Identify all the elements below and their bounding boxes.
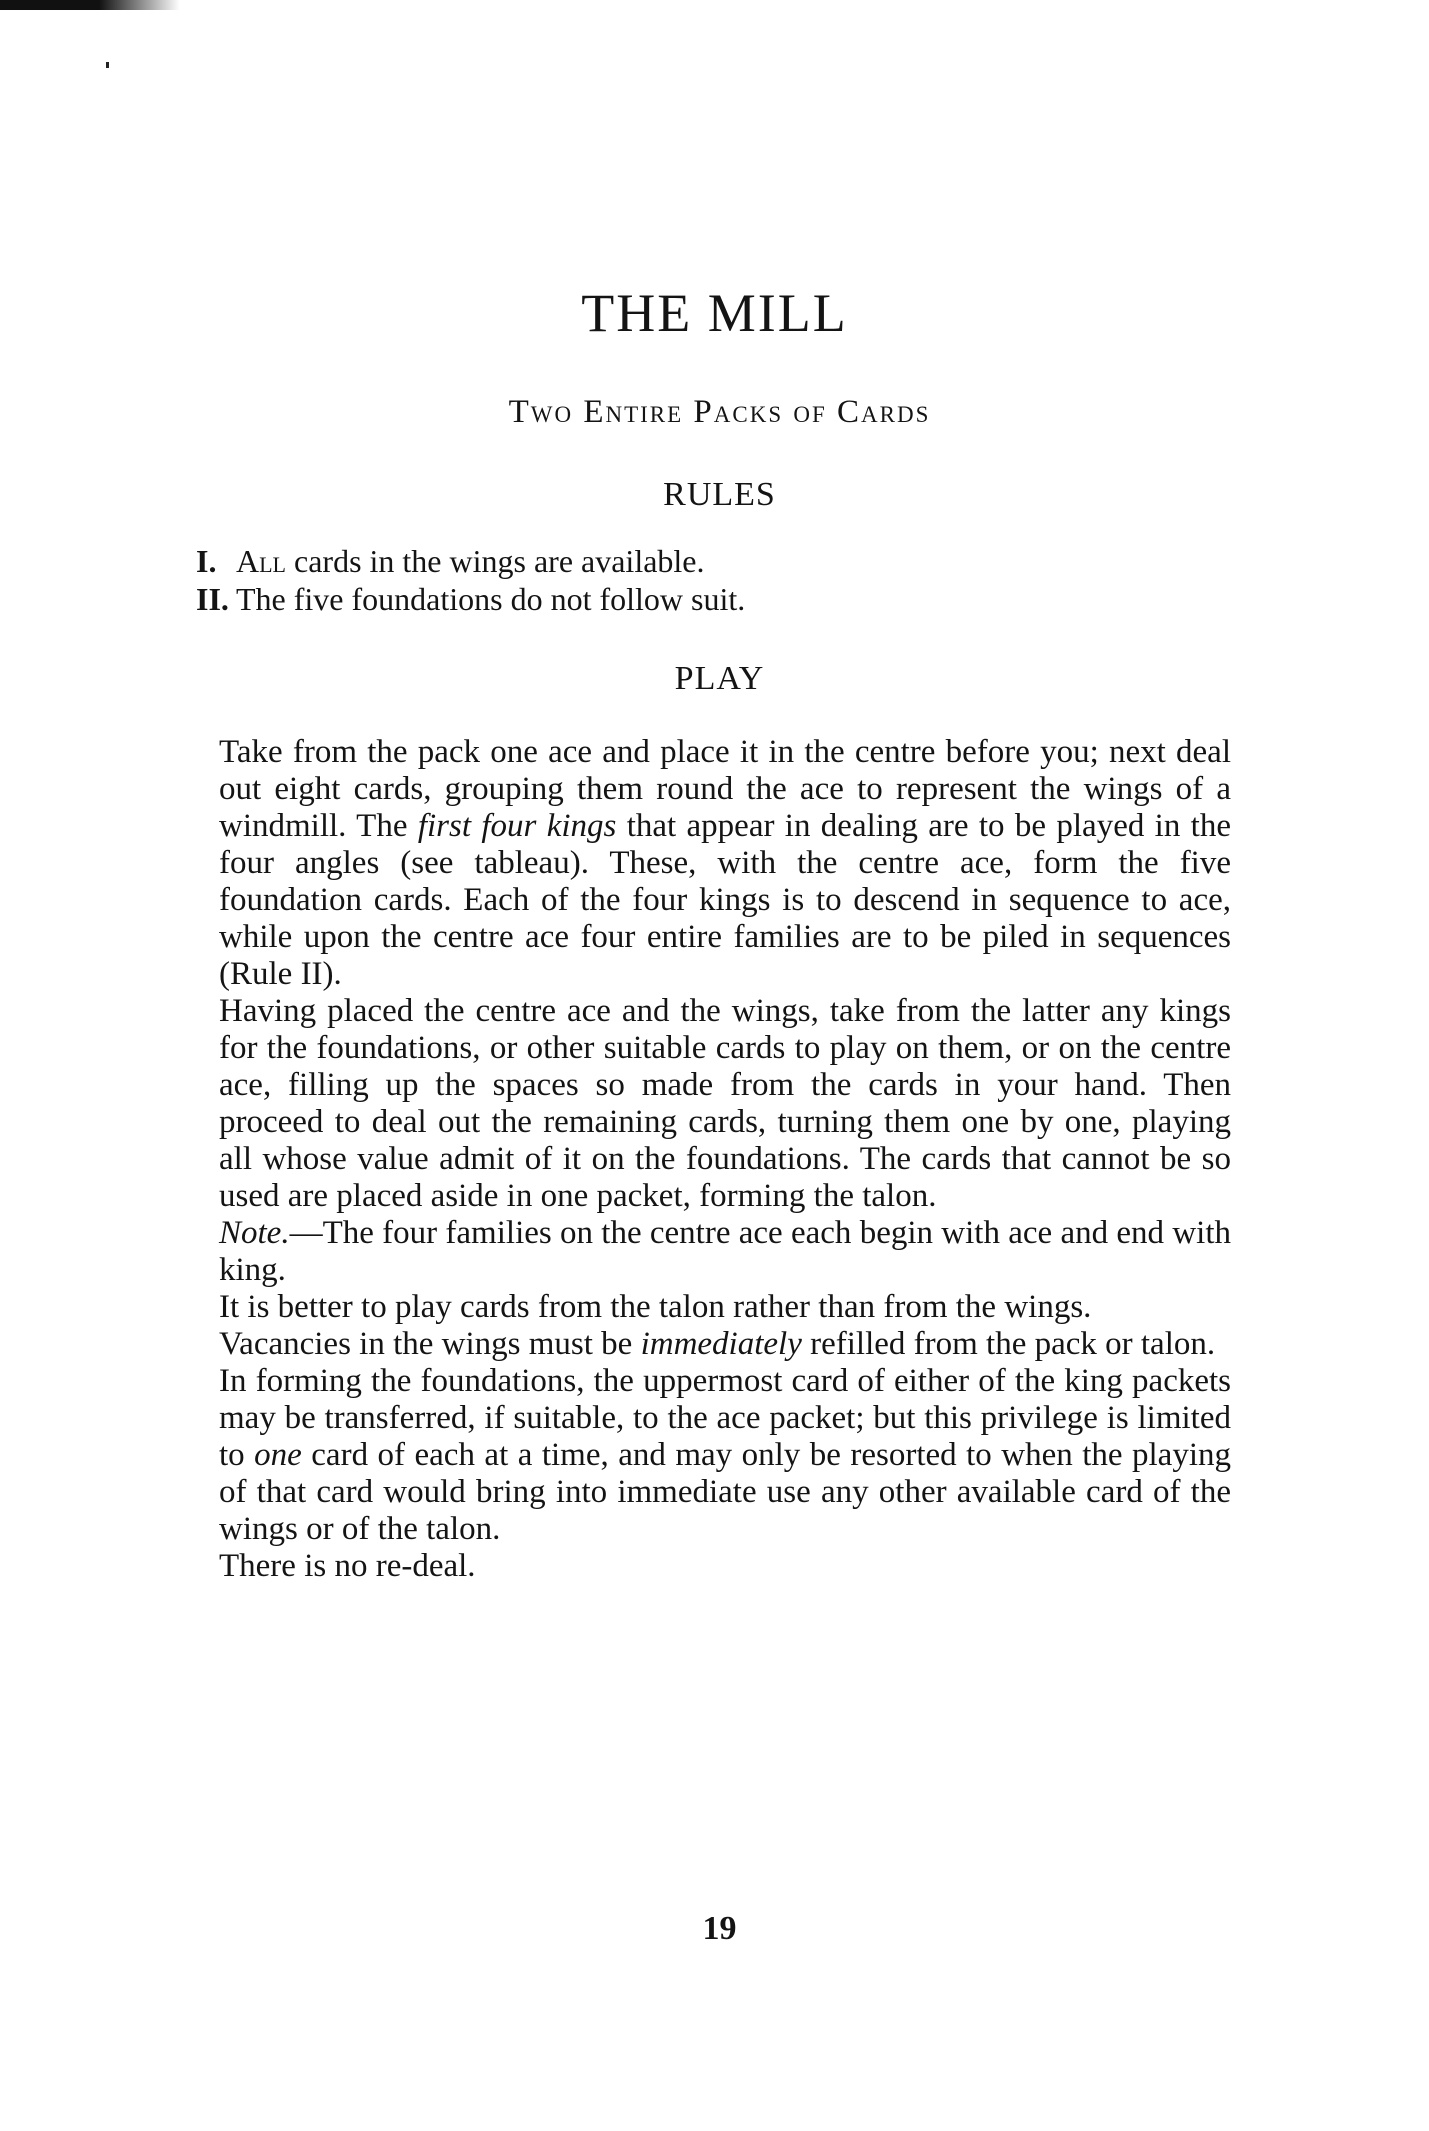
scan-speck xyxy=(106,62,109,68)
paragraph-text: —The four families on the centre ace each begin with ace and end with king. xyxy=(219,1215,1231,1288)
rules-list xyxy=(196,542,745,618)
rule-lead-word: All xyxy=(236,543,286,579)
page-subtitle: Two Entire Packs of Cards xyxy=(508,394,931,430)
emphasis-text: one xyxy=(254,1437,302,1473)
note-label: Note. xyxy=(219,1215,290,1251)
rule-numeral: I. xyxy=(196,543,217,579)
paragraph-text: Vacancies in the wings must be xyxy=(219,1326,641,1362)
emphasis-text: immediately xyxy=(640,1326,802,1362)
rule-text: cards in the wings are available. xyxy=(286,543,705,579)
paragraph-text: card of each at a time, and may only be resorted to when the playing of that card would bring into immediate use any other available card of the wings or of the talon. xyxy=(219,1437,1232,1547)
paragraph-text: that appear in dealing are to be played in the four angles (see tableau). These, with the centre ace, form the five foundation cards. Each of the four kings is to descend in sequence to ace, while upon the centre ace four entire families are to be piled in sequences (Rule II). xyxy=(219,808,1231,992)
play-body xyxy=(219,734,1231,1585)
paragraph-text: In forming the foundations, the uppermost card of either of the king packets may be transferred, if suitable, to the ace packet; but this privilege is limited to xyxy=(219,1363,1231,1473)
page-title: THE MILL xyxy=(581,283,848,343)
paragraph: There is no re-deal. xyxy=(219,1548,476,1584)
paragraph-text: refilled from the pack or talon. xyxy=(801,1326,1216,1362)
rules-heading: RULES xyxy=(663,476,776,513)
paragraph-text: Take from the pack one ace and place it in the centre before you; next deal out eight cards, grouping them round the ace to represent the wings of a windmill. The xyxy=(219,734,1231,844)
rule-item-2 xyxy=(196,580,745,618)
paragraph: Having placed the centre ace and the wings, take from the latter any kings for the foundations, or other suitable cards to play on them, or on the centre ace, filling up the spaces so made from the cards in your hand. Then proceed to deal out the remaining cards, turning them one by one, playing all whose value admit of it on the foundations. The cards that cannot be so used are placed aside in one packet, forming the talon. xyxy=(219,993,1231,1214)
emphasis-text: first four kings xyxy=(417,808,617,844)
paragraph xyxy=(219,1363,1231,1548)
paragraph xyxy=(219,734,1231,993)
play-heading: PLAY xyxy=(674,660,765,697)
paragraph xyxy=(219,1215,1231,1289)
paragraph xyxy=(219,1326,1231,1363)
rule-text: The five foundations do not follow suit. xyxy=(236,581,746,617)
page-number: 19 xyxy=(702,1910,737,1947)
paragraph: It is better to play cards from the talon rather than from the wings. xyxy=(219,1289,1092,1325)
rule-item-1 xyxy=(196,542,745,580)
rule-numeral: II. xyxy=(196,581,229,617)
scan-edge-mark xyxy=(0,0,180,10)
